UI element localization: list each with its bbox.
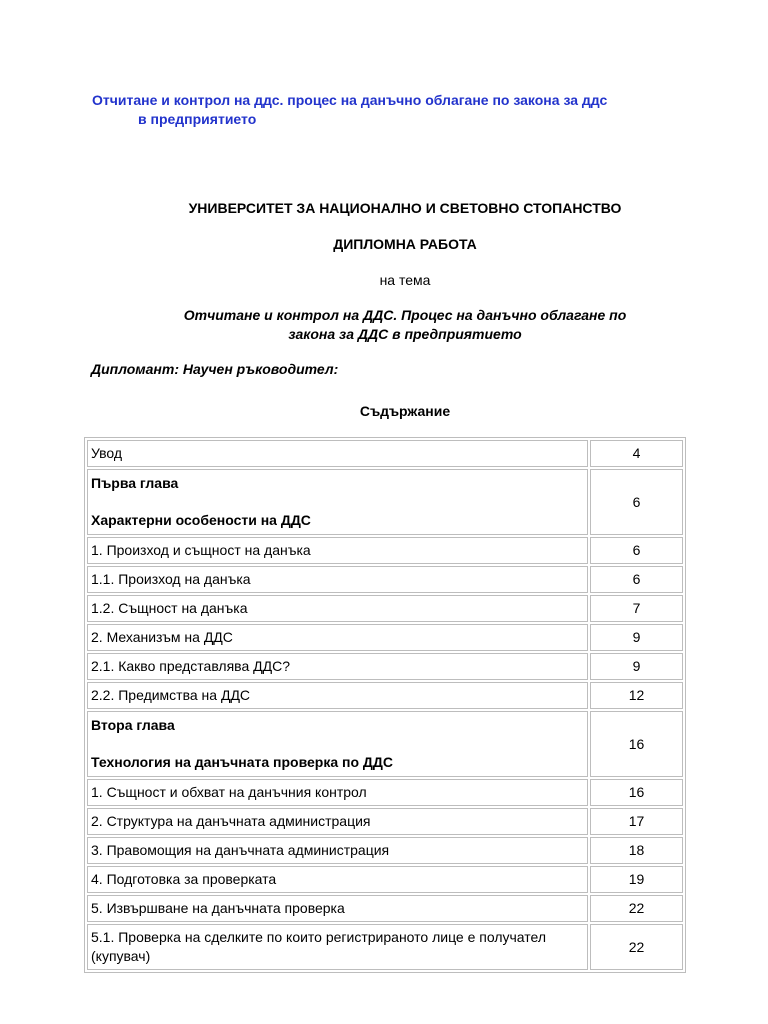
toc-page: 16 — [590, 779, 683, 806]
title-line-2[interactable]: в предприятието — [138, 111, 257, 127]
thesis-topic-line-1: Отчитане и контрол на ДДС. Процес на данъчно облагане по — [183, 307, 627, 323]
toc-page: 9 — [590, 653, 683, 680]
thesis-topic — [0, 306, 768, 344]
toc-page: 17 — [590, 808, 683, 835]
toc-heading: Съдържание — [359, 403, 451, 419]
toc-title: 1. Същност и обхват на данъчния контрол — [87, 779, 588, 806]
toc-title: 5.1. Проверка на сделките по които регистрираното лице е получател (купувач) — [87, 924, 588, 970]
table-of-contents — [84, 437, 686, 973]
table-row — [87, 924, 683, 970]
authors-line: Дипломант: Научен ръководител: — [91, 361, 339, 377]
table-row — [87, 624, 683, 651]
toc-page: 19 — [590, 866, 683, 893]
table-row — [87, 866, 683, 893]
toc-page: 22 — [590, 895, 683, 922]
table-row — [87, 779, 683, 806]
toc-title: 2.1. Какво представлява ДДС? — [87, 653, 588, 680]
toc-title: Увод — [87, 440, 588, 467]
toc-chapter — [87, 711, 588, 777]
toc-chapter-title: Втора глава — [91, 717, 175, 733]
toc-page: 18 — [590, 837, 683, 864]
toc-title: 5. Извършване на данъчната проверка — [87, 895, 588, 922]
work-type: ДИПЛОМНА РАБОТА — [333, 236, 477, 252]
toc-chapter-subtitle: Технология на данъчната проверка по ДДС — [91, 754, 393, 770]
title-line-1[interactable]: Отчитане и контрол на ддс. процес на данъчно облагане по закона за ддс — [92, 92, 608, 108]
table-row — [87, 895, 683, 922]
table-row — [87, 837, 683, 864]
table-row — [87, 711, 683, 777]
toc-page: 6 — [590, 537, 683, 564]
toc-chapter-subtitle: Характерни особености на ДДС — [91, 512, 311, 528]
toc-title: 3. Правомощия на данъчната администрация — [87, 837, 588, 864]
table-row — [87, 653, 683, 680]
table-row — [87, 682, 683, 709]
table-row — [87, 595, 683, 622]
toc-title: 2. Структура на данъчната администрация — [87, 808, 588, 835]
table-row — [87, 440, 683, 467]
toc-page: 16 — [590, 711, 683, 777]
toc-page: 12 — [590, 682, 683, 709]
toc-page: 9 — [590, 624, 683, 651]
table-row — [87, 469, 683, 535]
table-row — [87, 537, 683, 564]
toc-title: 1.2. Същност на данъка — [87, 595, 588, 622]
document-title-link[interactable] — [92, 91, 692, 129]
toc-title: 1.1. Произход на данъка — [87, 566, 588, 593]
table-row — [87, 566, 683, 593]
toc-page: 22 — [590, 924, 683, 970]
toc-chapter-title: Първа глава — [91, 475, 179, 491]
toc-title: 2.2. Предимства на ДДС — [87, 682, 588, 709]
toc-title: 1. Произход и същност на данъка — [87, 537, 588, 564]
table-row — [87, 808, 683, 835]
toc-page: 6 — [590, 566, 683, 593]
toc-page: 7 — [590, 595, 683, 622]
toc-title: 4. Подготовка за проверката — [87, 866, 588, 893]
toc-page: 4 — [590, 440, 683, 467]
thesis-topic-line-2: закона за ДДС в предприятието — [288, 326, 522, 342]
toc-page: 6 — [590, 469, 683, 535]
university-name: УНИВЕРСИТЕТ ЗА НАЦИОНАЛНО И СВЕТОВНО СТОПАНСТВО — [188, 200, 622, 216]
on-topic-label: на тема — [379, 272, 431, 288]
toc-title: 2. Механизъм на ДДС — [87, 624, 588, 651]
toc-chapter — [87, 469, 588, 535]
